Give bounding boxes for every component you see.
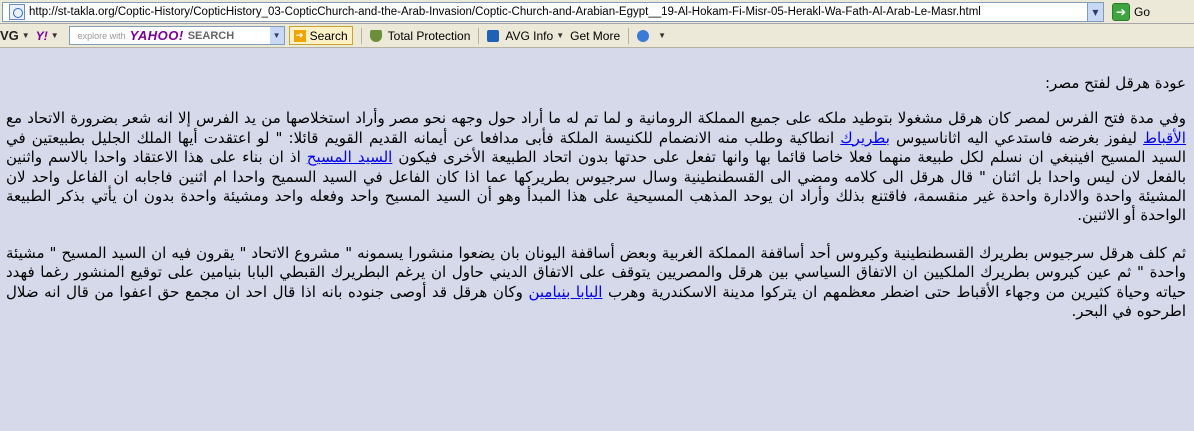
get-more-button[interactable] [570, 29, 620, 43]
page-content [0, 48, 1194, 431]
article-paragraph-1 [6, 109, 1186, 225]
paragraph-text: ثم كلف هرقل سرجيوس بطريرك القسطنطينية وكيروس أحد أساقفة المملكة الغربية وبعض أساقفة اليونان بان يضعوا منشورا يسمونه " مشروع الاتحاد " يقرون فيه ان السيد المسيح " مشيئة واحدة " ثم عين كيروس بطريرك الملكيين ان الاتفاق السياسي بين هرقل والمصريين يتوقف على الاتفاق الديني حاول ان يرغم البطريرك القبطي البابا بنيامين على توقيع المنشور رغما فهدد حياته وحياة كثيرين من وجهاء الأقباط حتى اضطر معظمهم ان يتركوا مدينة الاسكندرية وهرب [6, 243, 1186, 301]
article-paragraph-2 [6, 244, 1186, 322]
address-input[interactable] [2, 2, 1104, 22]
avg-icon [487, 30, 499, 42]
yahoo-logo: YAHOO! [129, 28, 184, 43]
paragraph-text: ليفوز بغرضه فاستدعي اليه اثاناسيوس [889, 128, 1144, 147]
toolbar-separator [628, 28, 629, 44]
toolbar-separator [478, 28, 479, 44]
yahoo-dropdown-icon: ▼ [50, 31, 59, 40]
yahoo-mini-logo: Y! [35, 28, 48, 43]
globe-dropdown-icon: ▼ [658, 31, 667, 40]
go-label: Go [1134, 5, 1151, 19]
toolbar-separator [361, 28, 362, 44]
total-protection-button[interactable] [370, 29, 471, 43]
address-dropdown-icon[interactable]: ▼ [1087, 3, 1103, 21]
article-heading: عودة هرقل لفتح مصر: [1045, 74, 1186, 92]
globe-menu-button[interactable] [637, 30, 672, 42]
paragraph-text: اذ ان بناء على هذا الاعتقاد واحدا بالاسم واثنين بالفعل لان ليس واحدا بل اثنان " قال هرقل الى كلامه ومضي الى القسطنطينية وسال سرجيوس بطريركها عما اذا كان الفاعل في السيد السميح واحدا ام اثنين فاجابه ان الفاعل واحد لان المشيئة واحدة والادارة واحدة غير منقسمة، فاقتنع بذلك وأراد ان يوحد المذهب المسيحية على هذا المبدأ وهو أن السيد المسيح واحد وفعله واحد ومشيئة واحدة بدون ان يأتي بذكر الطبيعة الواحدة أو الاثنين. [6, 148, 1186, 225]
yahoo-menu-button[interactable] [36, 29, 65, 43]
avg-logo[interactable]: VG [0, 28, 19, 43]
address-bar-row [0, 0, 1194, 24]
go-button[interactable] [1112, 2, 1192, 22]
avg-info-dropdown-icon: ▼ [556, 31, 565, 40]
url-text[interactable]: http://st-takla.org/Coptic-History/CopticHistory_03-CopticChurch-and-the-Arab-Invasion/Coptic-Church-and-Arabian-Egypt__19-Al-Hokam-Fi-Misr-05-Herakl-Wa-Fath-Al-Arab-Le-Masr.html [29, 6, 981, 18]
avg-dropdown-icon[interactable]: ▼ [21, 31, 30, 40]
search-button[interactable] [289, 26, 353, 45]
search-button-label: Search [309, 28, 348, 43]
page-icon [9, 4, 25, 20]
search-dropdown-icon[interactable]: ▼ [270, 27, 284, 44]
yahoo-search-input[interactable] [69, 26, 285, 45]
globe-icon [637, 30, 649, 42]
avg-info-label: AVG Info [505, 28, 554, 43]
get-more-label: Get More [570, 28, 621, 43]
paragraph-text: انطاكية وطلب منه الانضمام للكنيسة الملكة فأبى مدافعا عن أيمانه القديم القويم قائلا: " لو اعتقدت أيها الملك الجليل بطبيعتين في السيد المسيح افينبغي ان نسلم لكل طبيعة منهما فعلا خاصا قائما بها وانها تفعل على حدتها بدون اتحاد الطبيعة الأخرى فيكون [6, 128, 1186, 167]
shield-icon [370, 30, 382, 42]
paragraph-text: وكان هرقل قد أوصى جنوده بانه اذا قال احد ان مجمع حق اعفوا من قال انه ضلال اطرحوه في البحر. [6, 282, 1186, 321]
search-arrow-icon: ➔ [294, 30, 306, 42]
paragraph-text: وفي مدة فتح الفرس لمصر كان هرقل مشغولا بتوطيد ملكه على جميع المملكة الرومانية و لما تم له ما أراد حول وجهه نحو مصر وأراد استخلاصها من يد الفرس إلا انه شعر بضرورة الاتحاد مع [6, 109, 1186, 128]
link-pope-benjamin[interactable]: البابا بنيامين [528, 282, 603, 301]
search-placeholder: explore with [77, 30, 126, 41]
link-patriarch[interactable]: بطريرك [840, 128, 890, 147]
total-protection-label: Total Protection [387, 28, 471, 43]
link-lord-christ[interactable]: السيد المسيح [306, 148, 393, 167]
avg-toolbar [0, 24, 1194, 48]
avg-info-button[interactable] [487, 29, 570, 43]
go-arrow-icon: ➔ [1112, 3, 1130, 21]
link-copts[interactable]: الأقباط [1143, 128, 1186, 147]
search-watermark: SEARCH [187, 29, 235, 42]
